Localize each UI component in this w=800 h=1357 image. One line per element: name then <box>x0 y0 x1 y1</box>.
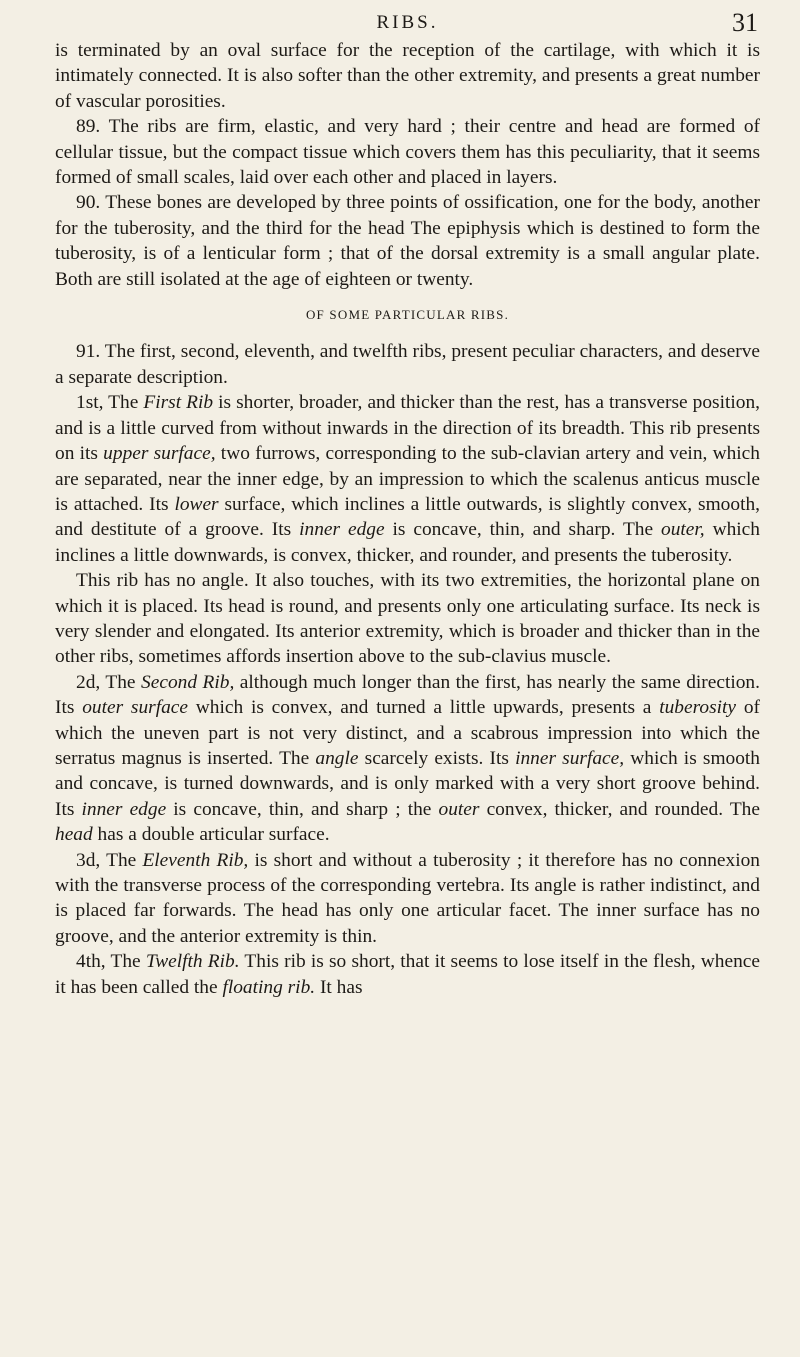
paragraph-continuation: is terminated by an oval surface for the reception of the cartilage, with which it is intimately connected. It is also softer than the other extremity, and presents a great number of vascular porosities. <box>55 40 760 112</box>
text-run: although much longer than the first, has nearly the same direction. Its <box>55 671 760 719</box>
paragraph-eleventh-rib <box>55 848 760 950</box>
term-inner-edge: inner edge <box>81 798 167 820</box>
term-inner-surface: inner surface, <box>515 747 625 769</box>
section-heading: OF SOME PARTICULAR RIBS. <box>305 307 510 323</box>
text-run: is shorter, broader, and thicker than the rest, has a transverse position, and is a little curved from without inwards in the direction of its breadth. This rib presents on its <box>55 392 761 465</box>
text-run: 3d, The <box>76 849 143 871</box>
paragraph-twelfth-rib <box>55 949 760 1000</box>
text-run: This rib is so short, that it seems to lose itself in the flesh, whence it has been called the <box>55 951 760 998</box>
paragraph-first-rib <box>55 390 760 568</box>
text-run: is short and without a tuberosity ; it therefore has no connexion with the transverse process of the corresponding vertebra. Its angle is rather indistinct, and is placed far forwards. The head has only one articular facet. The inner surface has no groove, and the anterior extremity is thin. <box>55 849 761 947</box>
term-outer-surface: outer surface <box>82 697 188 719</box>
running-head <box>55 8 760 38</box>
term-floating-rib: floating rib. <box>222 976 316 998</box>
running-title: RIBS. <box>376 12 439 33</box>
text-run: 4th, The <box>76 951 146 973</box>
term-twelfth-rib: Twelfth Rib. <box>145 951 240 973</box>
term-eleventh-rib: Eleventh Rib, <box>142 849 249 871</box>
text-run: 2d, The <box>76 671 142 693</box>
text-run: which is convex, and turned a little upwards, presents a <box>188 697 660 719</box>
term-inner-edge: inner edge <box>299 519 385 541</box>
text-run: It has <box>315 976 363 998</box>
paragraph-91: 91. The first, second, eleventh, and twelfth ribs, present peculiar characters, and deserve a separate description. <box>55 341 760 388</box>
text-run: has a double articular surface. <box>92 824 330 846</box>
term-head: head <box>55 824 93 846</box>
text-run: two furrows, corresponding to the sub-clavian artery and vein, which are separated, near the inner edge, by an impression to which the scalenus anticus muscle is attached. Its <box>55 443 760 515</box>
text-run: 1st, The <box>76 392 144 414</box>
term-first-rib: First Rib <box>143 392 214 414</box>
page-number: 31 <box>732 8 758 37</box>
paragraph-90: 90. These bones are developed by three points of ossification, one for the body, another for the tuberosity, and the third for the head The epiphysis which is destined to form the tuberosity, is of a lenticular form ; that of the dorsal extremity is a small angular plate. Both are still isolated at the age of eighteen or twenty. <box>55 192 760 290</box>
text-run: is concave, thin, and sharp. The <box>384 519 662 541</box>
body-text <box>55 38 760 1000</box>
term-lower: lower <box>174 493 219 515</box>
paragraph-second-rib <box>55 670 760 848</box>
text-run: of which the uneven part is not very distinct, and a scabrous impression into which the serratus magnus is inserted. The <box>55 697 760 769</box>
term-outer: outer <box>438 798 480 820</box>
term-outer: outer, <box>661 519 705 541</box>
term-upper-surface: upper surface, <box>103 443 216 465</box>
paragraph-89: 89. The ribs are firm, elastic, and very hard ; their centre and head are formed of cellular tissue, but the compact tissue which covers them has this peculiarity, that it seems formed of small scales, laid over each other and placed in layers. <box>55 116 760 189</box>
term-angle: angle <box>315 747 359 769</box>
text-run: which is smooth and concave, is turned downwards, and is only marked with a very short groove behind. Its <box>55 747 761 820</box>
text-run: surface, which inclines a little outwards, is slightly convex, smooth, and destitute of a groove. Its <box>55 493 760 541</box>
text-run: convex, thicker, and rounded. The <box>479 798 760 820</box>
term-second-rib: Second Rib, <box>141 671 235 693</box>
paragraph-first-rib-continued: This rib has no angle. It also touches, with its two extremities, the horizontal plane on which it is placed. Its head is round, and presents only one articulating surface. Its neck is very slender and elongated. Its anterior extremity, which is broader and thicker than in the other ribs, sometimes affords insertion above to the sub-clavius muscle. <box>55 570 760 668</box>
text-run: scarcely exists. Its <box>358 747 516 769</box>
text-run: which inclines a little downwards, is convex, thicker, and rounder, and presents the tuberosity. <box>55 519 760 566</box>
term-tuberosity: tuberosity <box>659 697 737 719</box>
text-run: is concave, thin, and sharp ; the <box>166 798 439 820</box>
